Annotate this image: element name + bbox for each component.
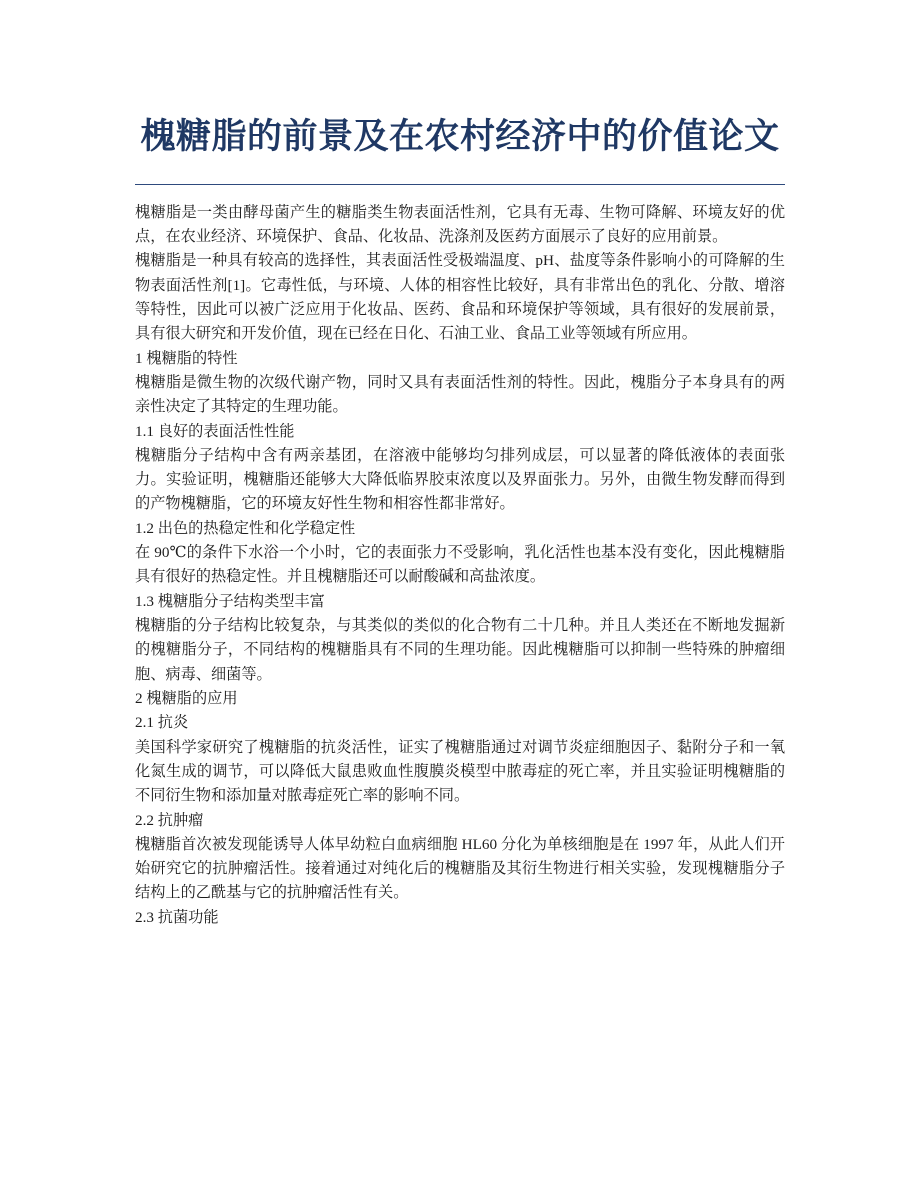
paragraph-1-2-body: 在 90℃的条件下水浴一个小时，它的表面张力不受影响，乳化活性也基本没有变化，因此槐糖脂具有很好的热稳定性。并且槐糖脂还可以耐酸碱和高盐浓度。	[135, 544, 785, 586]
section-heading-1-1: 1.1 良好的表面活性性能	[135, 422, 295, 440]
paragraph-2-1-body: 美国科学家研究了槐糖脂的抗炎活性，证实了槐糖脂通过对调节炎症细胞因子、黏附分子和一氧化氮生成的调节，可以降低大鼠患败血性腹膜炎模型中脓毒症的死亡率，并且实验证明槐糖脂的不同衍生物和添加量对脓毒症死亡率的影响不同。	[135, 738, 785, 805]
section-heading-1-2: 1.2 出色的热稳定性和化学稳定性	[135, 519, 356, 537]
page-title: 槐糖脂的前景及在农村经济中的价值论文	[140, 117, 780, 156]
section-heading-2-1: 2.1 抗炎	[135, 714, 189, 732]
paragraph-abstract: 槐糖脂是一类由酵母菌产生的糖脂类生物表面活性剂，它具有无毒、生物可降解、环境友好的优点，在农业经济、环境保护、食品、化妆品、洗涤剂及医药方面展示了良好的应用前景。	[135, 203, 785, 245]
section-heading-2: 2 槐糖脂的应用	[135, 689, 238, 707]
section-heading-2-3: 2.3 抗菌功能	[135, 908, 219, 926]
paragraph-intro: 槐糖脂是一种具有较高的选择性，其表面活性受极端温度、pH、盐度等条件影响小的可降解的生物表面活性剂[1]。它毒性低，与环境、人体的相容性比较好，具有非常出色的乳化、分散、增溶等特性，因此可以被广泛应用于化妆品、医药、食品和环境保护等领域，具有很好的发展前景，具有很大研究和开发价值，现在已经在日化、石油工业、食品工业等领域有所应用。	[135, 252, 785, 343]
paragraph-1-1-body: 槐糖脂分子结构中含有两亲基团，在溶液中能够均匀排列成层，可以显著的降低液体的表面张力。实验证明，槐糖脂还能够大大降低临界胶束浓度以及界面张力。另外，由微生物发酵而得到的产物槐糖脂，它的环境友好性生物和相容性都非常好。	[135, 446, 785, 513]
section-heading-1: 1 槐糖脂的特性	[135, 349, 238, 367]
paragraph-1-body: 槐糖脂是微生物的次级代谢产物，同时又具有表面活性剂的特性。因此，槐脂分子本身具有的两亲性决定了其特定的生理功能。	[135, 373, 785, 416]
paragraph-2-2-body: 槐糖脂首次被发现能诱导人体早幼粒白血病细胞 HL60 分化为单核细胞是在 1997 年，从此人们开始研究它的抗肿瘤活性。接着通过对纯化后的槐糖脂及其衍生物进行相关实验，发现槐糖脂分子结构上的乙酰基与它的抗肿瘤活性有关。	[135, 835, 785, 902]
paragraph-1-3-body: 槐糖脂的分子结构比较复杂，与其类似的类似的化合物有二十几种。并且人类还在不断地发掘新的槐糖脂分子，不同结构的槐糖脂具有不同的生理功能。因此槐糖脂可以抑制一些特殊的肿瘤细胞、病毒、细菌等。	[135, 617, 785, 683]
title-divider	[135, 184, 785, 185]
section-heading-1-3: 1.3 槐糖脂分子结构类型丰富	[135, 592, 325, 610]
document-body	[135, 201, 785, 930]
section-heading-2-2: 2.2 抗肿瘤	[135, 811, 204, 829]
